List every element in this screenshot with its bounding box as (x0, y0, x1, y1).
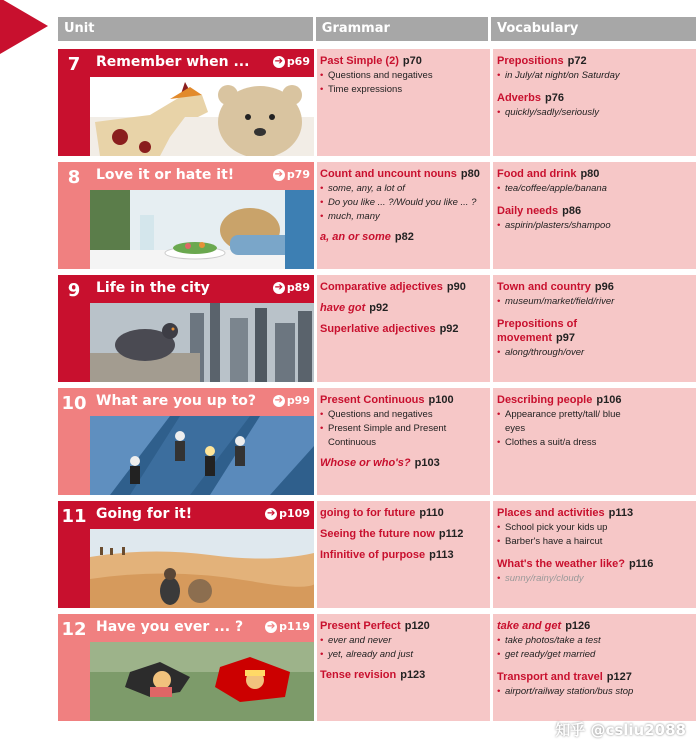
grammar-bullet: • some, any, a lot of (320, 182, 486, 196)
vocabulary-topic: Prepositions p72 (497, 55, 587, 67)
grammar-cell (317, 388, 490, 495)
unit-title-bar (90, 501, 314, 529)
watermark: 知乎 @csliu2088 (555, 721, 686, 739)
vocabulary-bullet: • aspirin/plasters/shampoo (497, 219, 692, 233)
unit-number: 7 (58, 49, 90, 156)
grammar-topic: have got p92 (320, 302, 389, 314)
vocabulary-topic: take and get p126 (497, 620, 591, 632)
vocabulary-topic: Prepositions of movement p97 (497, 318, 578, 344)
grammar-cell (317, 275, 490, 382)
arrow-right-icon: ➔ (266, 620, 276, 632)
unit-title-bar (90, 614, 314, 642)
desert-camel-ride-photo (90, 529, 314, 608)
vocabulary-bullet: • tea/coffee/apple/banana (497, 182, 692, 196)
table-header (58, 17, 696, 41)
unit-number: 10 (58, 388, 90, 495)
grammar-cell (317, 162, 490, 269)
vocabulary-bullet: • airport/railway station/bus stop (497, 685, 692, 699)
vocabulary-bullet: • get ready/get married (497, 648, 692, 662)
grammar-bullet: • Questions and negatives (320, 69, 486, 83)
unit-row-12 (58, 614, 696, 721)
header-unit: Unit (58, 17, 313, 41)
unit-row-9 (58, 275, 696, 382)
vocabulary-cell (493, 49, 696, 156)
unit-page-link[interactable]: ➔ p69 (274, 55, 310, 68)
unit-title: What are you up to? (96, 393, 257, 409)
grammar-bullet: • Present Simple and Present Continuous (320, 422, 486, 450)
grammar-bullet: • Time expressions (320, 83, 486, 97)
vocabulary-bullet: • in July/at night/on Saturday (497, 69, 692, 83)
vocabulary-bullet: • Barber's have a haircut (497, 535, 692, 549)
vocabulary-bullet: • sunny/rainy/cloudy (497, 572, 692, 586)
vocabulary-topic: Town and country p96 (497, 281, 614, 293)
child-with-salad-photo (90, 190, 314, 269)
unit-title-bar (90, 275, 314, 303)
unit-title: Have you ever ... ? (96, 619, 244, 635)
grammar-cell (317, 49, 490, 156)
vocabulary-bullet: • take photos/take a test (497, 634, 692, 648)
vocabulary-cell (493, 275, 696, 382)
vocabulary-bullet: • Appearance pretty/tall/ blue eyes (497, 408, 625, 436)
pigeon-over-city-photo (90, 303, 314, 382)
unit-page-link[interactable]: ➔ p119 (266, 620, 310, 633)
header-vocabulary: Vocabulary (491, 17, 696, 41)
grammar-bullet: • ever and never (320, 634, 486, 648)
unit-title: Remember when ... (96, 54, 250, 70)
vocabulary-topic: Adverbs p76 (497, 92, 564, 104)
unit-number: 11 (58, 501, 90, 608)
vocabulary-bullet: • School pick your kids up (497, 521, 692, 535)
header-grammar: Grammar (316, 17, 488, 41)
vocabulary-bullet: • museum/market/field/river (497, 295, 692, 309)
grammar-topic: Comparative adjectives p90 (320, 281, 466, 293)
unit-title: Love it or hate it! (96, 167, 235, 183)
skydivers-photo (90, 642, 314, 721)
vocabulary-cell (493, 614, 696, 721)
grammar-cell (317, 501, 490, 608)
grammar-topic: Present Perfect p120 (320, 620, 430, 632)
grammar-bullet: • yet, already and just (320, 648, 486, 662)
vocabulary-bullet: • along/through/over (497, 346, 692, 360)
grammar-topic: Infinitive of purpose p113 (320, 549, 454, 561)
arrow-right-icon: ➔ (274, 281, 283, 293)
vocabulary-bullet: • Clothes a suit/a dress (497, 436, 692, 450)
grammar-bullet: • Do you like ... ?/Would you like ... ? (320, 196, 486, 210)
toy-horse-and-teddy-bear-photo (90, 77, 314, 156)
grammar-topic: Whose or who's? p103 (320, 457, 440, 469)
unit-row-10 (58, 388, 696, 495)
vocabulary-topic: Daily needs p86 (497, 205, 582, 217)
unit-row-11 (58, 501, 696, 608)
grammar-topic: Past Simple (2) p70 (320, 55, 422, 67)
unit-page-link[interactable]: ➔ p99 (274, 394, 310, 407)
vocabulary-bullet: • quickly/sadly/seriously (497, 106, 692, 120)
unit-page-link[interactable]: ➔ p79 (274, 168, 310, 181)
window-cleaners-on-glass-photo (90, 416, 314, 495)
grammar-topic: Count and uncount nouns p80 (320, 168, 480, 180)
unit-title-bar (90, 388, 314, 416)
arrow-right-icon: ➔ (274, 394, 283, 406)
arrow-right-icon: ➔ (266, 507, 276, 519)
arrow-right-icon: ➔ (274, 168, 283, 180)
grammar-topic: Superlative adjectives p92 (320, 323, 459, 335)
vocabulary-cell (493, 162, 696, 269)
arrow-right-icon: ➔ (274, 55, 283, 67)
unit-number: 12 (58, 614, 90, 721)
grammar-topic: Tense revision p123 (320, 669, 426, 681)
grammar-topic: going to for future p110 (320, 507, 444, 519)
grammar-cell (317, 614, 490, 721)
grammar-topic: a, an or some p82 (320, 231, 414, 243)
vocabulary-topic: Food and drink p80 (497, 168, 600, 180)
grammar-topic: Seeing the future now p112 (320, 528, 464, 540)
unit-number: 8 (58, 162, 90, 269)
unit-page-link[interactable]: ➔ p109 (266, 507, 310, 520)
grammar-topic: Present Continuous p100 (320, 394, 454, 406)
grammar-bullet: • Questions and negatives (320, 408, 486, 422)
unit-title-bar (90, 162, 314, 190)
unit-row-7 (58, 49, 696, 156)
unit-page-link[interactable]: ➔ p89 (274, 281, 310, 294)
vocabulary-topic: Transport and travel p127 (497, 671, 632, 683)
unit-row-8 (58, 162, 696, 269)
unit-title: Life in the city (96, 280, 210, 296)
vocabulary-cell (493, 501, 696, 608)
vocabulary-cell (493, 388, 696, 495)
vocabulary-topic: What's the weather like? p116 (497, 558, 654, 570)
grammar-bullet: • much, many (320, 210, 486, 224)
vocabulary-topic: Describing people p106 (497, 394, 622, 406)
unit-title-bar (90, 49, 314, 77)
unit-title: Going for it! (96, 506, 193, 522)
vocabulary-topic: Places and activities p113 (497, 507, 634, 519)
unit-number: 9 (58, 275, 90, 382)
